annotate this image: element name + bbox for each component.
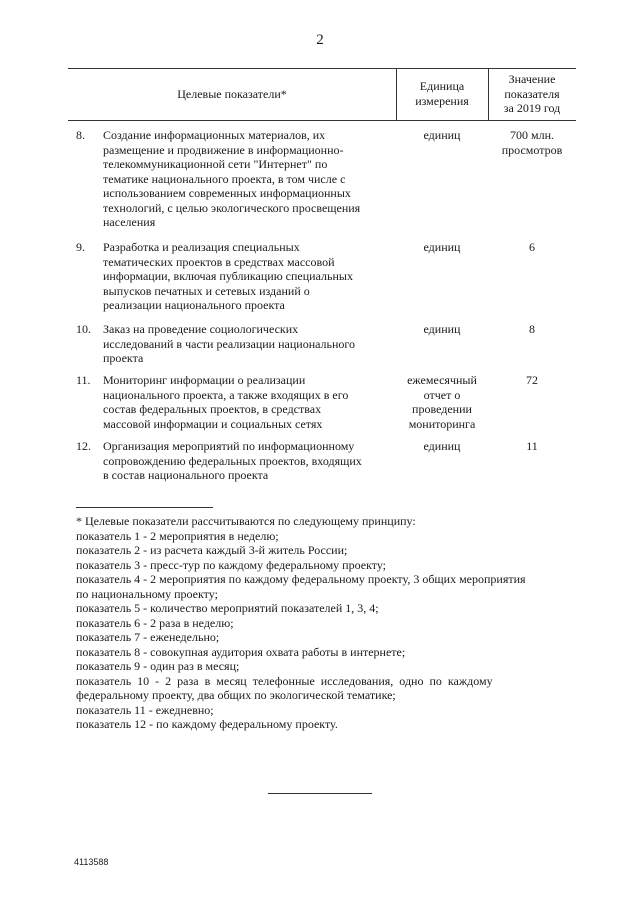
- row-indicator-line: национального проекта, а также входящих в его: [103, 387, 349, 402]
- header-indicator: [68, 87, 396, 102]
- footnote-line: по национальному проекту;: [76, 586, 218, 601]
- row-indicator-line: реализации национального проекта: [103, 298, 285, 312]
- row-value-line: 700 млн.: [509, 128, 554, 142]
- footnote-line: показатель 3 - пресс-тур по каждому федеральному проекту;: [76, 557, 387, 572]
- row-indicator-line: тематике национального проекта, в том числе с: [103, 171, 346, 186]
- row-unit: [396, 128, 488, 143]
- footnote-line: показатель 6 - 2 раза в неделю;: [76, 615, 234, 630]
- row-unit-line: единиц: [423, 322, 461, 336]
- row-unit-line: мониторинга: [408, 416, 476, 431]
- row-number: 12.: [76, 439, 91, 453]
- row-indicator-line: проекта: [103, 351, 144, 365]
- row-value-line: 8: [529, 322, 535, 336]
- row-indicator-line: информации, включая публикацию специальных: [103, 269, 353, 283]
- row-indicator: [103, 439, 393, 483]
- row-value: [488, 128, 576, 157]
- page-number: 2: [316, 32, 324, 48]
- table-top-rule: [68, 68, 576, 69]
- footnote-line: показатель 10 - 2 раза в месяц телефонные исследования, одно по каждому: [76, 673, 493, 688]
- row-number: 11.: [76, 373, 91, 387]
- footnote-line: показатель 11 - ежедневно;: [76, 702, 214, 717]
- row-indicator-line: исследований в части реализации национального: [103, 336, 356, 351]
- row-value-line: просмотров: [501, 142, 563, 157]
- row-value: [488, 240, 576, 255]
- footnote-line: показатель 9 - один раз в месяц;: [76, 659, 240, 673]
- row-value: [488, 373, 576, 388]
- row-indicator: [103, 128, 393, 230]
- row-value: [488, 439, 576, 454]
- row-indicator-line: выпусков печатных и сетевых изданий о: [103, 283, 310, 298]
- row-unit-line: единиц: [423, 128, 461, 142]
- row-value: [488, 322, 576, 337]
- row-indicator-line: Мониторинг информации о реализации: [103, 373, 306, 387]
- row-indicator-line: тематических проектов в средствах массовой: [103, 254, 335, 269]
- row-unit: [396, 322, 488, 337]
- header-unit-line: Единица: [419, 79, 465, 93]
- row-indicator-line: размещение и продвижение в информационно-: [103, 142, 344, 157]
- row-value-line: 72: [526, 373, 538, 387]
- row-indicator: [103, 322, 393, 366]
- footnote-line: показатель 7 - еженедельно;: [76, 630, 220, 644]
- header-indicator-label: Целевые показатели*: [177, 87, 287, 101]
- row-value-line: 11: [526, 439, 538, 453]
- footnote-line: показатель 8 - совокупная аудитория охвата работы в интернете;: [76, 644, 406, 659]
- row-indicator-line: массовой информации и социальных сетях: [103, 416, 323, 431]
- table-header-rule: [68, 120, 576, 121]
- footnote-line: показатель 12 - по каждому федеральному проекту.: [76, 717, 338, 731]
- footnotes: [76, 514, 560, 732]
- header-value-line: за 2019 год: [503, 101, 561, 115]
- footnote-line: показатель 1 - 2 мероприятия в неделю;: [76, 528, 279, 543]
- row-indicator-line: Разработка и реализация специальных: [103, 240, 300, 254]
- row-number: 10.: [76, 322, 91, 336]
- row-indicator-line: Организация мероприятий по информационному: [103, 439, 355, 453]
- row-indicator-line: состав федеральных проектов, в средствах: [103, 402, 322, 416]
- row-unit-line: единиц: [423, 240, 461, 254]
- header-unit: [396, 79, 488, 108]
- footnote-line: федеральному проекту, два общих по экологической тематике;: [76, 688, 396, 702]
- row-unit-line: ежемесячный: [407, 373, 477, 387]
- row-unit-line: единиц: [423, 439, 461, 453]
- row-indicator-line: Создание информационных материалов, их: [103, 128, 326, 142]
- row-unit-line: проведении: [412, 402, 472, 416]
- footnote-separator: [76, 507, 213, 508]
- header-unit-line: измерения: [415, 93, 469, 108]
- header-value: [488, 72, 576, 116]
- document-code: 4113588: [74, 857, 109, 867]
- footnote-line: * Целевые показатели рассчитываются по следующему принципу:: [76, 514, 416, 528]
- row-unit: [396, 373, 488, 431]
- row-indicator-line: сопровождению федеральных проектов, входящих: [103, 453, 362, 468]
- footnote-line: показатель 2 - из расчета каждый 3-й житель России;: [76, 543, 348, 557]
- footnote-line: показатель 5 - количество мероприятий показателей 1, 3, 4;: [76, 601, 379, 615]
- row-number: 9.: [76, 240, 85, 254]
- header-value-line: показателя: [504, 86, 560, 101]
- row-indicator-line: Заказ на проведение социологических: [103, 322, 299, 336]
- row-indicator-line: использованием современных информационных: [103, 186, 351, 200]
- end-separator: [268, 793, 372, 794]
- row-unit: [396, 240, 488, 255]
- row-number: 8.: [76, 128, 85, 142]
- row-indicator-line: технологий, с целью экологического просвещения: [103, 200, 361, 215]
- row-indicator-line: в состав национального проекта: [103, 468, 269, 482]
- header-value-line: Значение: [508, 72, 556, 86]
- row-indicator: [103, 240, 393, 313]
- row-unit-line: отчет о: [423, 387, 461, 402]
- row-indicator-line: населения: [103, 215, 156, 229]
- row-unit: [396, 439, 488, 454]
- footnote-line: показатель 4 - 2 мероприятия по каждому федеральному проекту, 3 общих мероприятия: [76, 572, 526, 586]
- row-value-line: 6: [529, 240, 535, 254]
- row-indicator-line: телекоммуникационной сети "Интернет" по: [103, 157, 328, 171]
- row-indicator: [103, 373, 393, 431]
